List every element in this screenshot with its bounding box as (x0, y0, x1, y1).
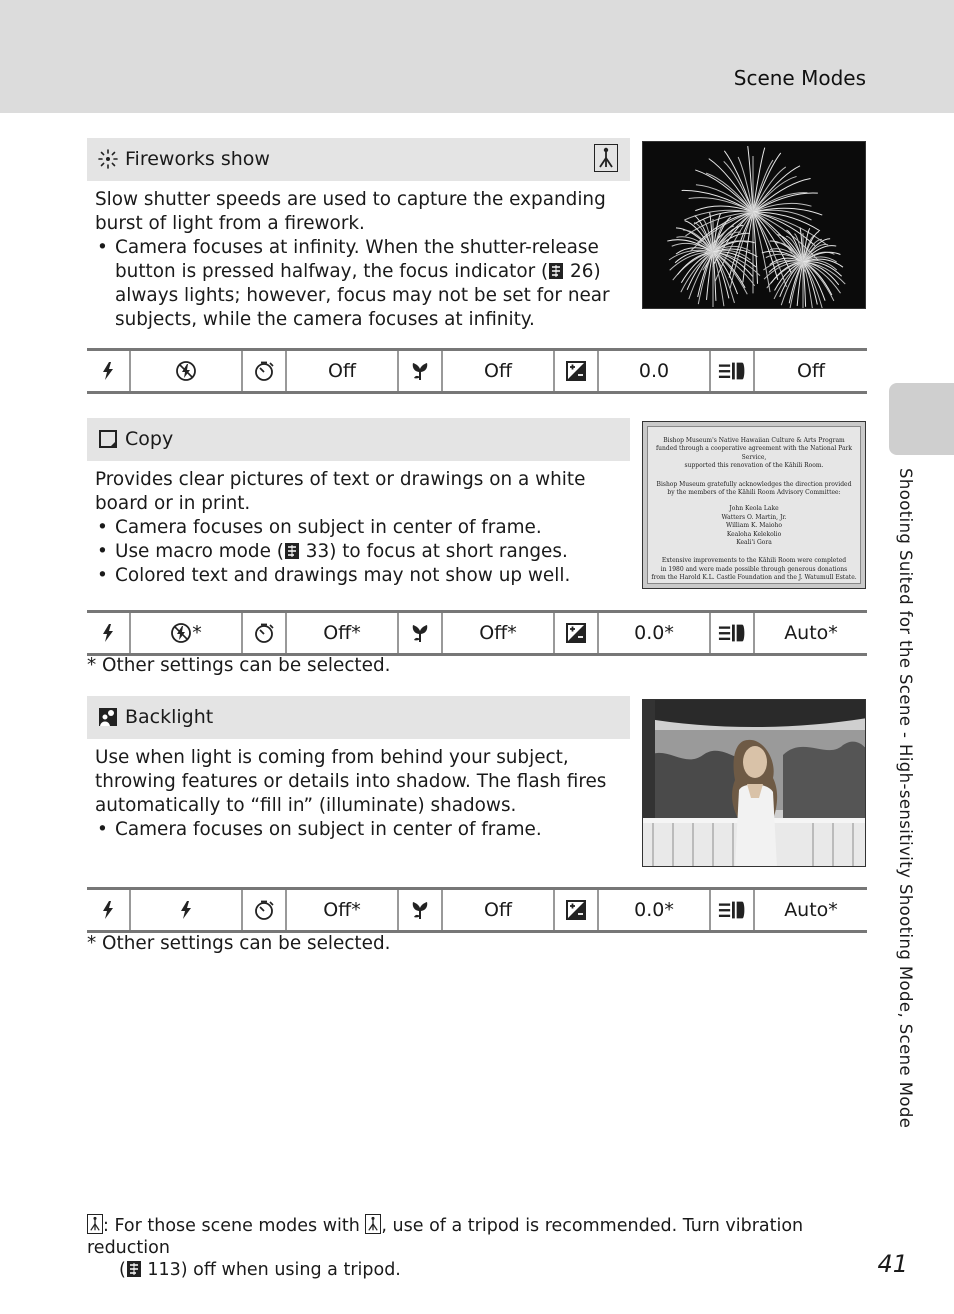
settings-row-fireworks (87, 348, 867, 394)
flash-mode-icon (87, 351, 131, 391)
bss-icon (711, 613, 755, 653)
section-header (87, 138, 630, 181)
bullet-list (95, 818, 610, 842)
section-title (97, 148, 270, 170)
exposure-comp-icon (555, 890, 599, 930)
bss-icon (711, 351, 755, 391)
settings-row-copy (87, 610, 867, 656)
bullet-list (95, 236, 610, 332)
tripod-footnote: : For those scene modes with , use of a tripod is recommended. Turn vibration reduction ( 113) off when using a tripod. (87, 1216, 804, 1280)
page-header-title: Scene Modes (733, 66, 866, 90)
macro-icon (399, 351, 443, 391)
section-title-text: Copy (125, 428, 174, 450)
section-body (95, 746, 610, 842)
fireworks-icon (97, 148, 119, 170)
fireworks-illustration (643, 142, 866, 309)
section-title-text: Backlight (125, 706, 214, 728)
chapter-side-text: Shooting Suited for the Scene - High-sensitivity Shooting Mode, Scene Mode (896, 468, 915, 1129)
exposure-comp-icon (555, 613, 599, 653)
section-title (97, 428, 173, 450)
bullet-item: • Camera focuses at infinity. When the shutter-release button is pressed halfway, the focus indicator ( 26) always lights; however, focus may not be set for near subjects, while the camera focuses at infinity. (95, 236, 610, 332)
section-intro: Provides clear pictures of text or drawings on a white board or in print. (95, 469, 586, 514)
macro-value: Off (443, 890, 555, 930)
section-header (87, 696, 630, 739)
section-title-text: Fireworks show (125, 148, 270, 170)
flash-value (131, 351, 243, 391)
exposure-value: 0.0 (599, 351, 711, 391)
section-intro: Slow shutter speeds are used to capture the expanding burst of light from a firework. (95, 189, 606, 234)
macro-icon (399, 613, 443, 653)
copy-photo-sign: Bishop Museum's Native Hawaiian Culture & Arts Program funded through a cooperative agreement with the National Park Service, supported this renovation of the Kāhili Room. Bishop Museum gratefully acknowledges the direction provided by the members of the Kāhili Room Advisory Committee: John Keola Lake Watters O. Martin, Jr. William K. Maioho Kealoha Kelekolio Keali'i Gora Extensive improvements to the Kāhili Room were completed in 1980 and were made possible through generous donations from the Harold K.L. Castle Foundation and the J. Watumull Estate. (647, 426, 861, 584)
macro-icon (399, 890, 443, 930)
flash-value (131, 890, 243, 930)
exposure-value: 0.0* (599, 613, 711, 653)
backlight-photo (642, 699, 866, 867)
flash-mode-icon (87, 613, 131, 653)
page-number: 41 (877, 1250, 908, 1278)
header-band (0, 0, 954, 113)
footnote-other-settings: * Other settings can be selected. (87, 933, 391, 954)
footnote-other-settings: * Other settings can be selected. (87, 655, 391, 676)
flash-off-icon (170, 622, 192, 644)
self-timer-icon (243, 351, 287, 391)
bullet-item: • Colored text and drawings may not show up well. (95, 564, 610, 588)
bullet-item: • Camera focuses on subject in center of frame. (95, 818, 610, 842)
bss-value: Auto* (784, 622, 838, 644)
section-copy (87, 418, 867, 598)
tripod-icon (87, 1214, 103, 1234)
exposure-value: 0.0* (599, 890, 711, 930)
backlight-illustration (643, 700, 866, 867)
flash-mode-icon (87, 890, 131, 930)
flash-value: * (131, 613, 243, 653)
self-timer-value: Off* (287, 890, 399, 930)
section-header (87, 418, 630, 461)
self-timer-value: Off* (287, 613, 399, 653)
copy-photo (642, 421, 866, 589)
settings-row-backlight (87, 887, 867, 933)
flash-off-icon (175, 360, 197, 382)
tripod-icon (594, 144, 618, 172)
chapter-side-label (896, 468, 920, 1168)
bss-value: Auto* (784, 899, 838, 921)
fireworks-photo (642, 141, 866, 309)
chapter-tab (889, 383, 954, 455)
flash-auto-icon (175, 899, 197, 921)
self-timer-icon (243, 890, 287, 930)
section-fireworks (87, 138, 867, 338)
self-timer-icon (243, 613, 287, 653)
section-body (95, 468, 610, 588)
bss-icon (711, 890, 755, 930)
bullet-item: • Use macro mode ( 33) to focus at short ranges. (95, 540, 610, 564)
section-intro: Use when light is coming from behind your subject, throwing features or details into shadow. The flash fires automatically to “fill in” (illuminate) shadows. (95, 747, 607, 816)
bullet-item: • Camera focuses on subject in center of frame. (95, 516, 610, 540)
macro-value: Off* (443, 613, 555, 653)
bullet-list (95, 516, 610, 588)
copy-icon (97, 428, 119, 450)
section-body (95, 188, 610, 332)
bss-value: Off (796, 360, 826, 382)
self-timer-value: Off (287, 351, 399, 391)
section-backlight (87, 696, 867, 876)
macro-value: Off (443, 351, 555, 391)
page-ref-icon (126, 1260, 142, 1278)
page-ref-icon (284, 542, 300, 560)
tripod-icon (365, 1214, 381, 1234)
section-title (97, 706, 213, 728)
exposure-comp-icon (555, 351, 599, 391)
page-ref-icon (548, 262, 564, 280)
backlight-icon (97, 706, 119, 728)
